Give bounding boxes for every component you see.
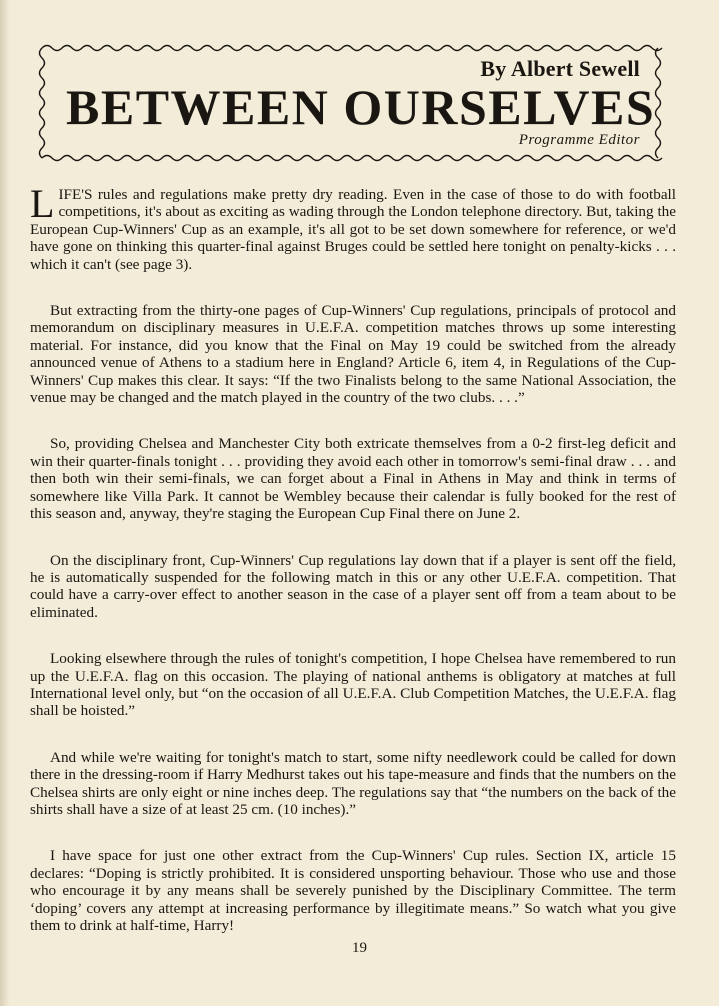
page-number: 19: [352, 940, 367, 956]
article-header: [36, 42, 664, 164]
article-body: [30, 181, 676, 963]
paragraph-7: I have space for just one other extract from the Cup-Winners' Cup rules. Section IX, article 15 declares: “Doping is strictly prohibited. It is considered unsporting behaviour. Those who use and those who encourage it by any means shall be severely punished by the Disciplinary Committee. The term ‘doping’ covers any attempt at increasing performance by illegitimate means.” So watch what you give them to drink at half-time, Harry!: [30, 847, 676, 934]
paragraph-1: [30, 181, 676, 273]
paragraph-3: So, providing Chelsea and Manchester City both extricate themselves from a 0-2 first-leg deficit and win their quarter-finals tonight . . . providing they avoid each other in tomorrow's semi-final draw . . . and then both win their semi-finals, we can forget about a Final in Athens in May and think in terms of somewhere like Villa Park. It cannot be Wembley because their calendar is fully booked for the rest of this season and, anyway, they're staging the European Cup Final there on June 2.: [30, 435, 676, 523]
author-role: Programme Editor: [518, 132, 640, 148]
paragraph-6: And while we're waiting for tonight's match to start, some nifty needlework could be called for down there in the dressing-room if Harry Medhurst takes out his tape-measure and finds that the numbers on the Chelsea shirts are only eight or nine inches deep. The regulations say that “the numbers on the back of the shirts shall have a size of at least 25 cm. (10 inches).”: [30, 748, 676, 818]
page-edge: [0, 0, 10, 1006]
article-title: BETWEEN OURSELVES: [66, 79, 656, 135]
byline: By Albert Sewell: [480, 56, 640, 81]
paragraph-4: On the disciplinary front, Cup-Winners' Cup regulations lay down that if a player is sent off the field, he is automatically suspended for the following match in this or any other U.E.F.A. competition. That could have a carry-over effect to another season in the case of a player sent off from a team about to be eliminated.: [30, 551, 676, 621]
paragraph-5: Looking elsewhere through the rules of tonight's competition, I hope Chelsea have remembered to run up the U.E.F.A. flag on this occasion. The playing of national anthems is obligatory at matches at full International level only, but “on the occasion of all U.E.F.A. Club Competition Matches, the U.E.F.A. flag shall be hoisted.”: [30, 650, 676, 720]
paragraph-1-text: IFE'S rules and regulations make pretty dry reading. Even in the case of those to do with football competitions, it's about as exciting as wading through the London telephone directory. But, taking the European Cup-Winners' Cup as an example, it's all got to be set down somewhere for reference, or we'd have gone on thinking this quarter-final against Bruges could be settled here tonight on penalty-kicks . . . which it can't (see page 3).: [30, 186, 676, 273]
drop-cap: L: [30, 181, 55, 226]
paragraph-2: But extracting from the thirty-one pages of Cup-Winners' Cup regulations, principals of protocol and memorandum on disciplinary measures in U.E.F.A. competition matches throws up some interesting material. For instance, did you know that the Final on May 19 could be switched from the already announced venue of Athens to a stadium here in England? Article 6, item 4, in Regulations of the Cup-Winners' Cup makes this clear. It says: “If the two Finalists belong to the same National Association, the venue may be changed and the match played in the country of the two clubs. . . .”: [30, 302, 676, 407]
